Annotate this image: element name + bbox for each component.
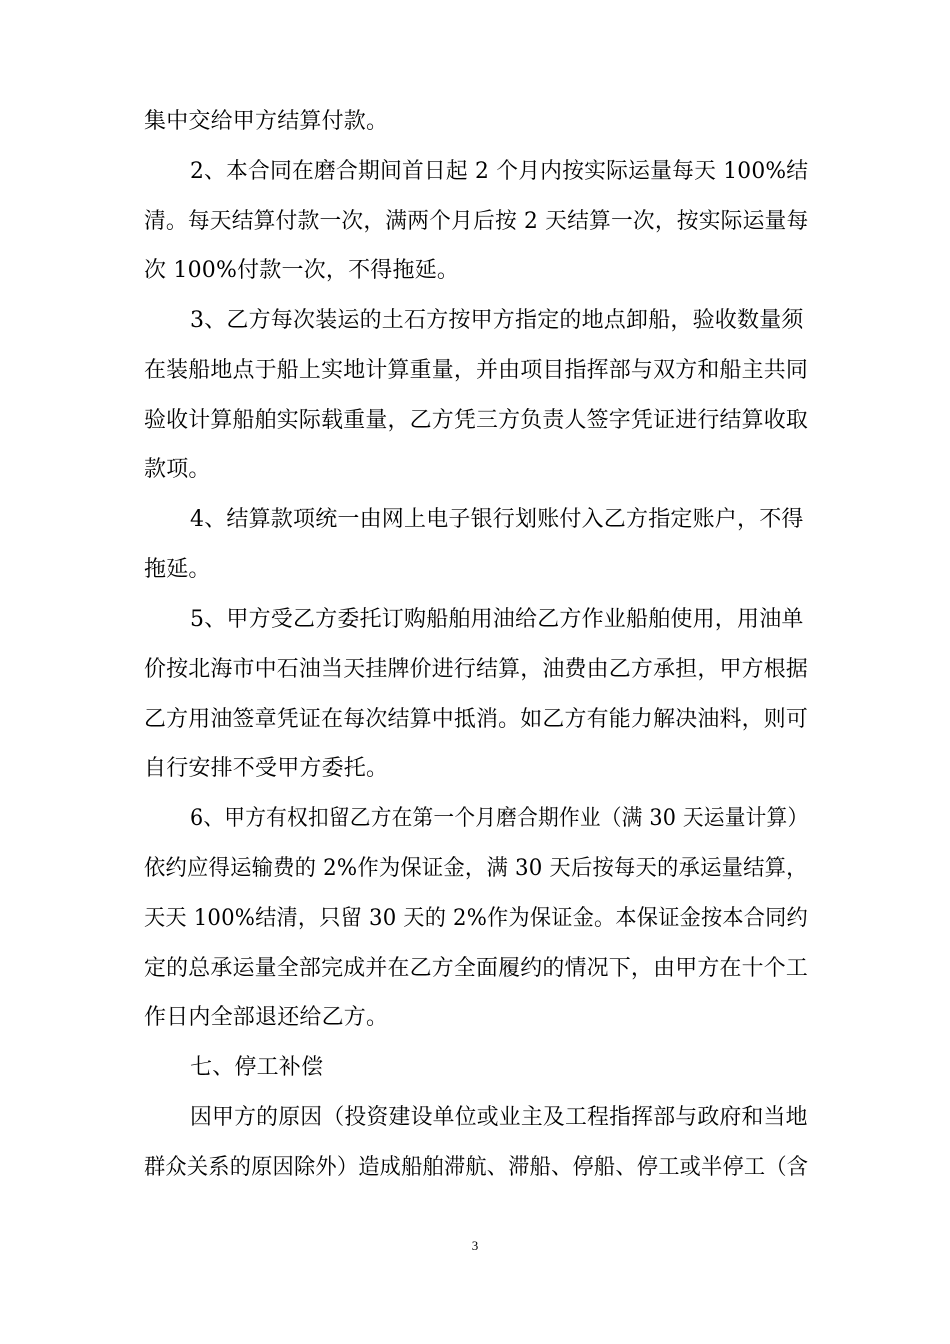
text-line: 因甲方的原因（投资建设单位或业主及工程指挥部与政府和当地 <box>190 1105 808 1130</box>
text-line: 价按北海市中石油当天挂牌价进行结算，油费由乙方承担，甲方根据 <box>144 657 809 682</box>
text-line: 拖延。 <box>144 557 211 582</box>
section-heading: 七、停工补偿 <box>190 1055 324 1080</box>
clause-2-line: 2、本合同在磨合期间首日起 2 个月内按实际运量每天 100%结 <box>190 159 809 184</box>
text-line: 群众关系的原因除外）造成船舶滞航、滞船、停船、停工或半停工（含 <box>144 1155 809 1180</box>
page-number: 3 <box>471 1238 479 1253</box>
clause-4-line: 4、结算款项统一由网上电子银行划账付入乙方指定账户，不得 <box>190 507 804 532</box>
text-line: 作日内全部退还给乙方。 <box>144 1005 389 1030</box>
text-line: 集中交给甲方结算付款。 <box>144 109 389 134</box>
text-line: 自行安排不受甲方委托。 <box>144 756 389 781</box>
clause-5-line: 5、甲方受乙方委托订购船舶用油给乙方作业船舶使用，用油单 <box>190 607 804 632</box>
text-line: 次 100%付款一次，不得拖延。 <box>144 258 460 283</box>
text-line: 验收计算船舶实际载重量，乙方凭三方负责人签字凭证进行结算收取 <box>144 408 809 433</box>
text-line: 依约应得运输费的 2%作为保证金，满 30 天后按每天的承运量结算， <box>144 856 808 881</box>
text-line: 乙方用油签章凭证在每次结算中抵消。如乙方有能力解决油料，则可 <box>144 707 809 732</box>
text-line: 清。每天结算付款一次，满两个月后按 2 天结算一次，按实际运量每 <box>144 209 809 234</box>
clause-3-line: 3、乙方每次装运的土石方按甲方指定的地点卸船，验收数量须 <box>190 308 804 333</box>
text-line: 天天 100%结清，只留 30 天的 2%作为保证金。本保证金按本合同约 <box>144 906 808 931</box>
clause-6-line: 6、甲方有权扣留乙方在第一个月磨合期作业（满 30 天运量计算） <box>190 806 809 831</box>
text-line: 在装船地点于船上实地计算重量，并由项目指挥部与双方和船主共同 <box>144 358 809 383</box>
text-line: 款项。 <box>144 457 211 482</box>
text-line: 定的总承运量全部完成并在乙方全面履约的情况下，由甲方在十个工 <box>144 956 809 981</box>
